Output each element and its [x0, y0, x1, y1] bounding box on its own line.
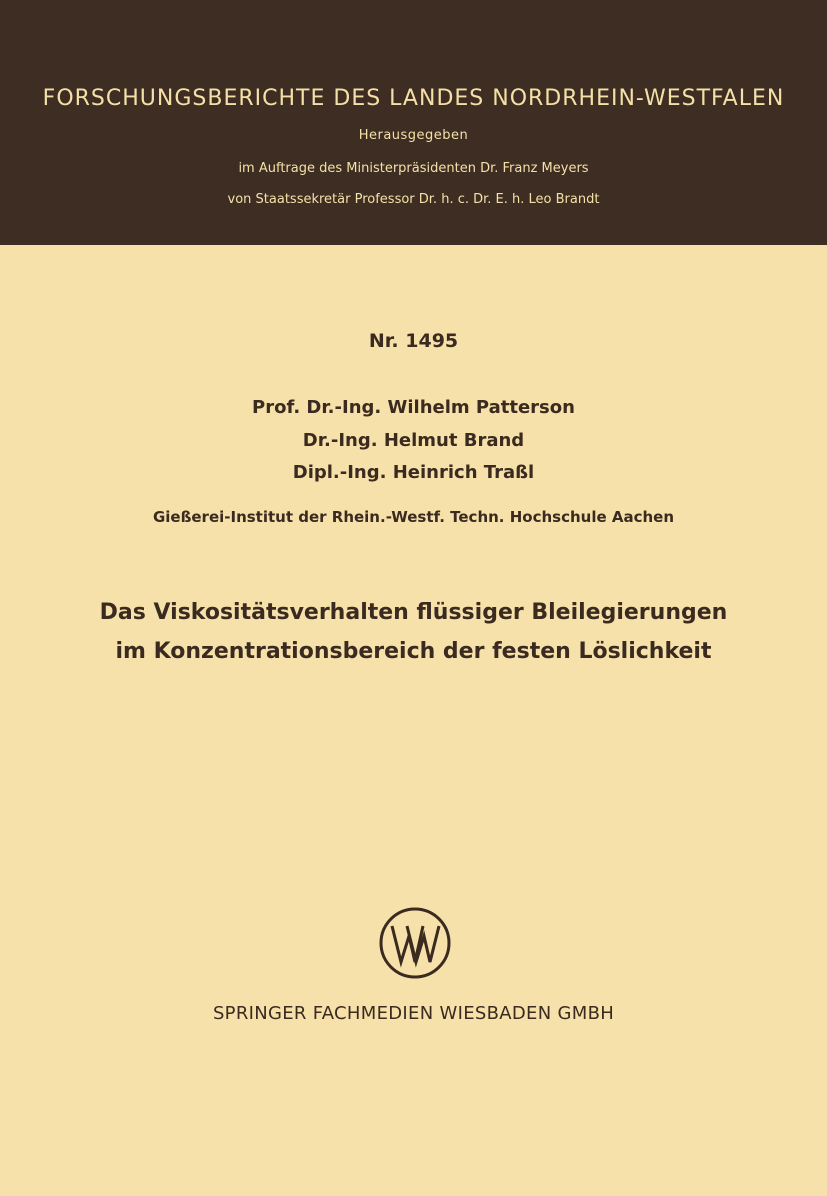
report-number: Nr. 1495 [368, 330, 459, 352]
editor-line: von Staatssekretär Professor Dr. h. c. Dr. E. h. Leo Brandt [227, 192, 600, 207]
springer-vw-logo-icon [378, 906, 452, 980]
published-by-line: Herausgegeben [358, 128, 469, 143]
author-2: Dr.-Ing. Helmut Brand [302, 430, 525, 451]
institute: Gießerei-Institut der Rhein.-Westf. Techn. Hochschule Aachen [152, 508, 675, 526]
title-line-2: im Konzentrationsbereich der festen Löslichkeit [115, 639, 712, 664]
series-banner [0, 0, 827, 245]
title-line-1: Das Viskositätsverhalten flüssiger Bleilegierungen [99, 600, 728, 625]
author-1: Prof. Dr.-Ing. Wilhelm Patterson [252, 397, 575, 418]
publisher: SPRINGER FACHMEDIEN WIESBADEN GMBH [212, 1003, 615, 1024]
series-title: FORSCHUNGSBERICHTE DES LANDES NORDRHEIN-WESTFALEN [42, 86, 785, 111]
author-3: Dipl.-Ing. Heinrich Traßl [292, 462, 535, 483]
commissioned-by-line: im Auftrage des Ministerpräsidenten Dr. Franz Meyers [238, 161, 589, 176]
